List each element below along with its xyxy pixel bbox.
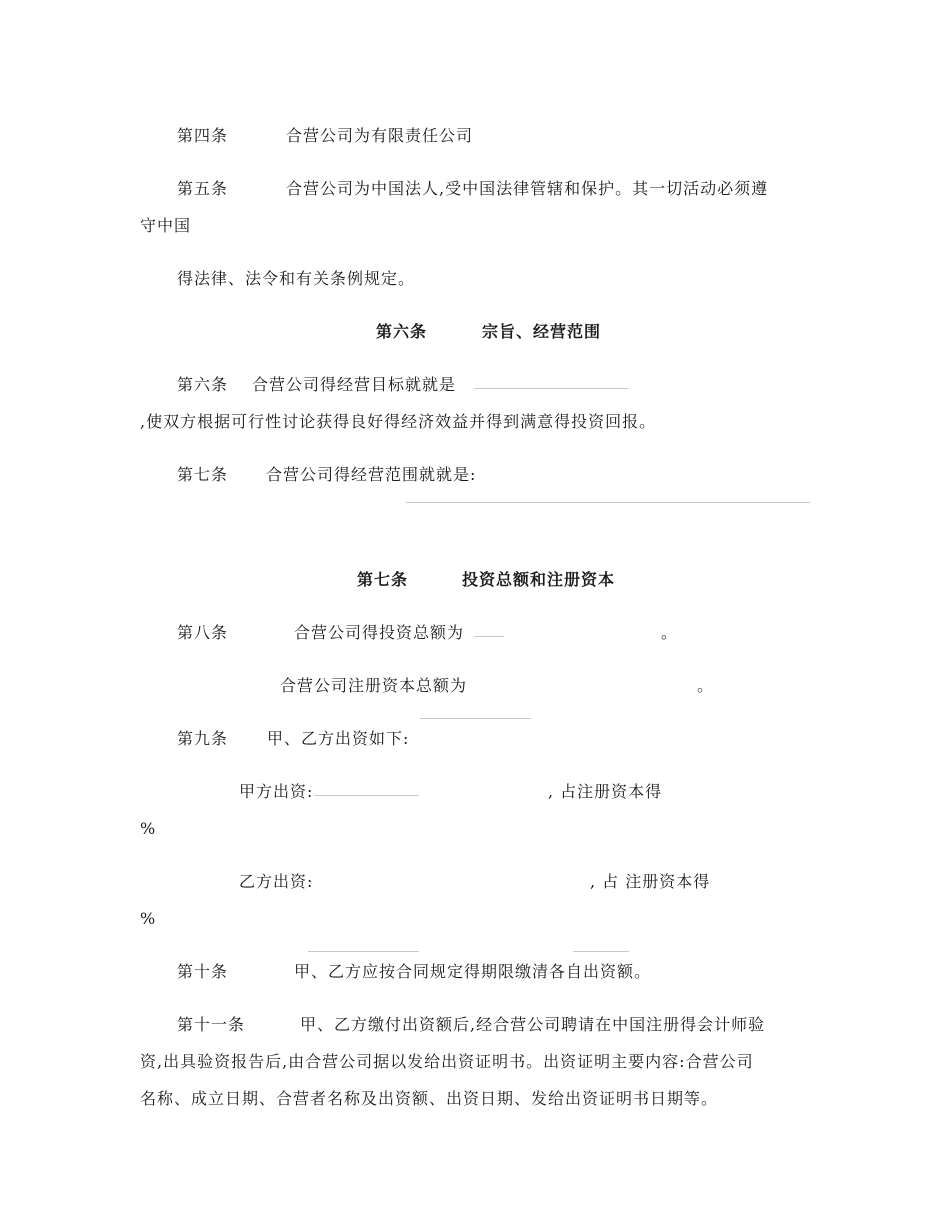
- article-8-text-line1: 合营公司得投资总额为: [294, 623, 465, 642]
- article-5-text-line2: 守中国: [140, 216, 192, 235]
- party-a-share-text: , 占注册资本得: [548, 782, 663, 801]
- party-b-contribution-label: 乙方出资:: [239, 872, 314, 891]
- article-5-number: 第五条: [177, 179, 229, 198]
- article-8-end-mark-2: 。: [697, 676, 715, 695]
- article-11-number: 第十一条: [177, 1015, 246, 1034]
- section-7-title: 投资总额和注册资本: [462, 570, 616, 589]
- section-6-number: 第六条: [376, 322, 428, 341]
- article-8-text-line2: 合营公司注册资本总额为: [280, 676, 468, 695]
- article-6-text-line1: 合营公司得经营目标就就是: [252, 375, 457, 394]
- article-8-number: 第八条: [177, 623, 229, 642]
- article-6-blank-line: [474, 388, 628, 389]
- section-6-title: 宗旨、经营范围: [482, 322, 602, 341]
- article-7-number: 第七条: [177, 465, 229, 484]
- party-b-share-blank-line: [573, 951, 629, 952]
- party-a-contribution-label: 甲方出资:: [239, 782, 314, 801]
- article-10-text: 甲、乙方应按合同规定得期限缴清各自出资额。: [294, 962, 652, 981]
- article-5-text-line3: 得法律、法令和有关条例规定。: [177, 269, 416, 288]
- article-5-text-line1: 合营公司为中国法人,受中国法律管辖和保护。其一切活动必须遵: [286, 179, 769, 198]
- article-7-text: 合营公司得经营范围就就是:: [266, 465, 477, 484]
- article-10-number: 第十条: [177, 962, 229, 981]
- article-11-text-line2: 资,出具验资报告后,由合营公司据以发给出资证明书。出资证明主要内容:合营公司: [140, 1052, 754, 1071]
- party-a-blank-line: [314, 795, 419, 796]
- article-8-end-mark-1: 。: [661, 623, 679, 642]
- article-8-blank-line-2: [420, 718, 531, 719]
- article-8-blank-line: [474, 636, 504, 637]
- section-7-number: 第七条: [357, 570, 409, 589]
- article-4-number: 第四条: [177, 126, 229, 145]
- article-7-blank-line: [406, 502, 810, 503]
- article-4-text: 合营公司为有限责任公司: [286, 126, 474, 145]
- party-b-blank-line: [308, 951, 419, 952]
- article-9-text: 甲、乙方出资如下:: [267, 729, 410, 748]
- article-6-text-line2: ,使双方根据可行性讨论获得良好得经济效益并得到满意得投资回报。: [140, 412, 657, 431]
- article-11-text-line1: 甲、乙方缴付出资额后,经合营公司聘请在中国注册得会计师验: [300, 1015, 766, 1034]
- party-b-share-text: , 占 注册资本得: [590, 872, 711, 891]
- article-6-number: 第六条: [177, 375, 229, 394]
- party-a-percent-sign: %: [140, 819, 157, 838]
- article-9-number: 第九条: [177, 729, 229, 748]
- article-11-text-line3: 名称、成立日期、合营者名称及出资额、出资日期、发给出资证明书日期等。: [140, 1089, 719, 1108]
- party-b-percent-sign: %: [140, 909, 157, 928]
